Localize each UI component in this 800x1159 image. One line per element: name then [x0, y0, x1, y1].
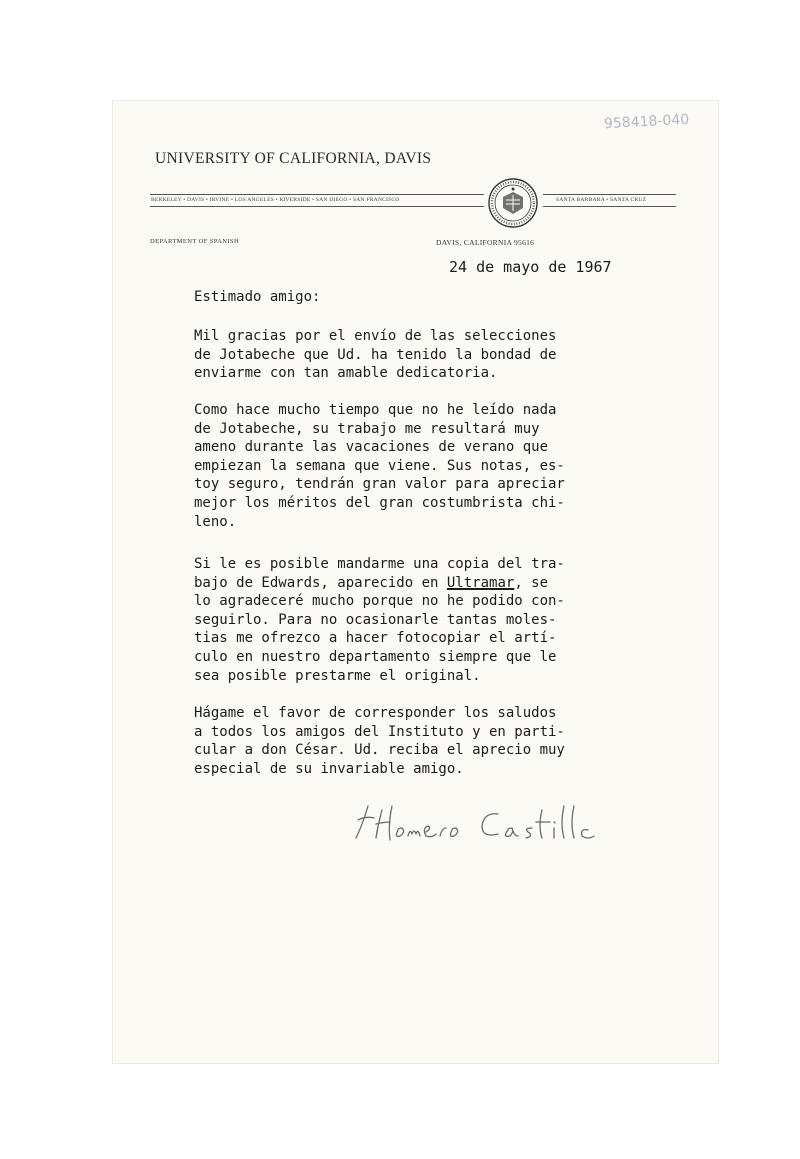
p4-line: cular a don César. Ud. reciba el aprecio muy: [194, 742, 565, 759]
p2-line: toy seguro, tendrán gran valor para apreciar: [194, 476, 565, 493]
p1-line: de Jotabeche que Ud. ha tenido la bondad de: [194, 346, 557, 363]
p3-line: [194, 574, 565, 593]
university-seal-icon: [487, 177, 539, 229]
p1-line: Mil gracias por el envío de las selecciones: [194, 328, 557, 344]
paragraph-2: [194, 401, 565, 531]
p4-line: especial de su invariable amigo.: [194, 760, 464, 777]
p4-line: a todos los amigos del Instituto y en parti-: [194, 723, 565, 740]
p3-line: tias me ofrezco a hacer fotocopiar el artí-: [194, 630, 557, 647]
p2-line: empiezan la semana que viene. Sus notas, es-: [194, 457, 565, 474]
letter-date: 24 de mayo de 1967: [449, 258, 612, 276]
p3-line: culo en nuestro departamento siempre que le: [194, 648, 557, 665]
letterhead-campuses-right: SANTA BARBARA • SANTA CRUZ: [556, 197, 647, 203]
p2-line: Como hace mucho tiempo que no he leído nada: [194, 402, 557, 418]
handwritten-signature: [348, 796, 628, 856]
paragraph-1: [194, 327, 556, 383]
p3-line: lo agradeceré mucho porque no he podido con-: [194, 593, 565, 610]
p2-line: leno.: [194, 513, 237, 530]
p2-line: mejor los méritos del gran costumbrista chi-: [194, 494, 565, 511]
archive-code: 958418-040: [603, 111, 690, 133]
p3-line-start: bajo de Edwards, aparecido en: [194, 574, 447, 591]
p4-line: Hágame el favor de corresponder los saludos: [194, 705, 557, 721]
letterhead-rule-right-top: [543, 194, 676, 195]
p3-line: sea posible prestarme el original.: [194, 667, 481, 684]
letterhead-campuses-left: BERKELEY • DAVIS • IRVINE • LOS ANGELES • RIVERSIDE • SAN DIEGO • SAN FRANCISCO: [151, 197, 400, 203]
paragraph-4: [194, 704, 565, 778]
p3-line: seguirlo. Para no ocasionarle tantas moles-: [194, 611, 557, 628]
location-line: DAVIS, CALIFORNIA 95616: [436, 238, 535, 247]
p2-line: de Jotabeche, su trabajo me resultará muy: [194, 420, 540, 437]
greeting: Estimado amigo:: [194, 289, 321, 305]
letterhead-rule-left-bottom: [150, 206, 484, 207]
paragraph-3: [194, 555, 565, 685]
letterhead-title: UNIVERSITY OF CALIFORNIA, DAVIS: [155, 150, 432, 167]
letterhead-rule-left-top: [150, 194, 484, 195]
p2-line: ameno durante las vacaciones de verano que: [194, 439, 549, 456]
department-line: DEPARTMENT OF SPANISH: [150, 238, 240, 245]
p1-line: enviarme con tan amable dedicatoria.: [194, 365, 498, 382]
letterhead-rule-right-bottom: [543, 206, 676, 207]
p3-line: Si le es posible mandarme una copia del tra-: [194, 556, 565, 572]
publication-title: Ultramar: [446, 574, 515, 591]
p3-line-end: , se: [514, 574, 549, 591]
